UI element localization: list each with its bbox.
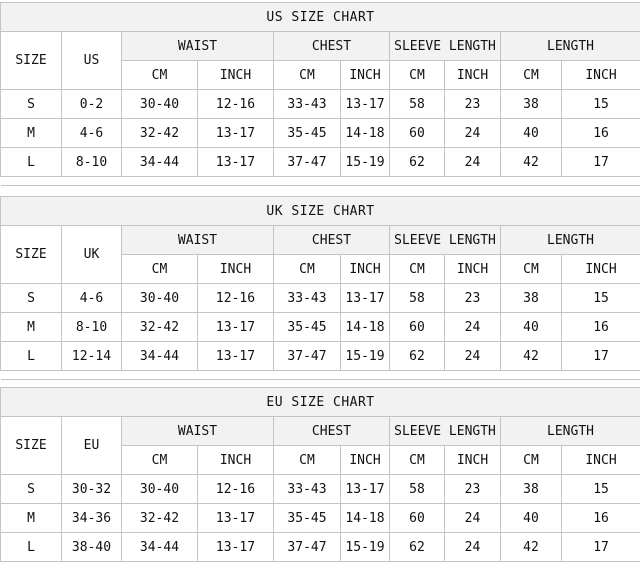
chest-cm-cell: 35-45 (274, 504, 341, 533)
length-inch-cell: 16 (562, 119, 640, 148)
waist-cm-cell: 32-42 (122, 119, 198, 148)
length-cm-cell: 42 (501, 342, 562, 371)
size-cell: M (1, 119, 62, 148)
waist-header: WAIST (122, 32, 274, 61)
length-inch-header: INCH (562, 446, 640, 475)
chest-cm-cell: 35-45 (274, 119, 341, 148)
sleeve-inch-cell: 24 (445, 313, 501, 342)
chest-cm-cell: 35-45 (274, 313, 341, 342)
length-inch-cell: 17 (562, 533, 640, 562)
size-cell: M (1, 313, 62, 342)
length-inch-cell: 17 (562, 342, 640, 371)
sleeve-length-header: SLEEVE LENGTH (390, 226, 501, 255)
table-row (1, 284, 640, 313)
sleeve-inch-cell: 23 (445, 475, 501, 504)
waist-inch-cell: 12-16 (198, 90, 274, 119)
length-inch-header: INCH (562, 255, 640, 284)
region-size-cell: 0-2 (62, 90, 122, 119)
sleeve-cm-cell: 62 (390, 148, 445, 177)
sleeve-inch-cell: 23 (445, 90, 501, 119)
length-cm-cell: 38 (501, 475, 562, 504)
size-header: SIZE (1, 226, 62, 284)
table-row (1, 119, 640, 148)
waist-inch-header: INCH (198, 446, 274, 475)
chest-inch-header: INCH (341, 61, 390, 90)
length-inch-cell: 15 (562, 90, 640, 119)
uk-size-chart (0, 196, 640, 380)
chest-inch-cell: 14-18 (341, 119, 390, 148)
length-inch-cell: 15 (562, 475, 640, 504)
chart-title: US SIZE CHART (1, 3, 640, 32)
length-cm-cell: 38 (501, 90, 562, 119)
spacer-row (1, 177, 640, 186)
sleeve-inch-header: INCH (445, 446, 501, 475)
size-cell: M (1, 504, 62, 533)
chest-inch-header: INCH (341, 446, 390, 475)
sleeve-length-header: SLEEVE LENGTH (390, 32, 501, 61)
waist-cm-header: CM (122, 61, 198, 90)
waist-cm-cell: 34-44 (122, 342, 198, 371)
sleeve-cm-cell: 60 (390, 313, 445, 342)
chest-cm-cell: 33-43 (274, 475, 341, 504)
sleeve-cm-cell: 58 (390, 284, 445, 313)
chest-inch-cell: 14-18 (341, 313, 390, 342)
waist-cm-cell: 30-40 (122, 90, 198, 119)
chest-inch-header: INCH (341, 255, 390, 284)
table-row (1, 313, 640, 342)
sleeve-cm-cell: 58 (390, 90, 445, 119)
waist-inch-cell: 13-17 (198, 533, 274, 562)
size-cell: L (1, 533, 62, 562)
table-row (1, 504, 640, 533)
sleeve-cm-cell: 60 (390, 119, 445, 148)
chest-cm-cell: 37-47 (274, 148, 341, 177)
region-size-cell: 4-6 (62, 119, 122, 148)
chart-title: EU SIZE CHART (1, 388, 640, 417)
chest-inch-cell: 13-17 (341, 90, 390, 119)
chest-header: CHEST (274, 32, 390, 61)
size-header: SIZE (1, 32, 62, 90)
waist-cm-cell: 30-40 (122, 284, 198, 313)
sleeve-length-header: SLEEVE LENGTH (390, 417, 501, 446)
region-size-cell: 8-10 (62, 148, 122, 177)
size-cell: L (1, 148, 62, 177)
chest-inch-cell: 13-17 (341, 475, 390, 504)
length-cm-header: CM (501, 446, 562, 475)
spacer-row (1, 371, 640, 380)
chest-inch-cell: 15-19 (341, 148, 390, 177)
length-inch-cell: 16 (562, 313, 640, 342)
length-cm-cell: 38 (501, 284, 562, 313)
waist-cm-cell: 32-42 (122, 504, 198, 533)
chest-cm-header: CM (274, 255, 341, 284)
table-row (1, 342, 640, 371)
chest-inch-cell: 15-19 (341, 342, 390, 371)
sleeve-inch-cell: 24 (445, 342, 501, 371)
chest-inch-cell: 15-19 (341, 533, 390, 562)
chest-cm-cell: 33-43 (274, 90, 341, 119)
region-header: EU (62, 417, 122, 475)
length-cm-cell: 40 (501, 119, 562, 148)
region-size-cell: 30-32 (62, 475, 122, 504)
region-size-cell: 38-40 (62, 533, 122, 562)
sleeve-cm-cell: 62 (390, 342, 445, 371)
length-header: LENGTH (501, 226, 640, 255)
sleeve-cm-header: CM (390, 446, 445, 475)
sleeve-cm-cell: 60 (390, 504, 445, 533)
waist-cm-cell: 32-42 (122, 313, 198, 342)
waist-cm-cell: 34-44 (122, 533, 198, 562)
waist-inch-header: INCH (198, 255, 274, 284)
size-cell: L (1, 342, 62, 371)
eu-size-chart (0, 387, 640, 562)
length-inch-header: INCH (562, 61, 640, 90)
length-cm-header: CM (501, 255, 562, 284)
sleeve-inch-cell: 24 (445, 148, 501, 177)
region-size-cell: 34-36 (62, 504, 122, 533)
length-inch-cell: 16 (562, 504, 640, 533)
length-header: LENGTH (501, 417, 640, 446)
region-size-cell: 12-14 (62, 342, 122, 371)
sleeve-cm-header: CM (390, 61, 445, 90)
waist-cm-header: CM (122, 255, 198, 284)
sleeve-inch-cell: 24 (445, 119, 501, 148)
sleeve-cm-header: CM (390, 255, 445, 284)
length-inch-cell: 15 (562, 284, 640, 313)
table-row (1, 533, 640, 562)
chest-inch-cell: 13-17 (341, 284, 390, 313)
waist-inch-cell: 12-16 (198, 284, 274, 313)
size-cell: S (1, 90, 62, 119)
waist-header: WAIST (122, 226, 274, 255)
sleeve-inch-header: INCH (445, 61, 501, 90)
chest-cm-header: CM (274, 446, 341, 475)
chest-header: CHEST (274, 417, 390, 446)
sleeve-inch-cell: 24 (445, 504, 501, 533)
sleeve-cm-cell: 62 (390, 533, 445, 562)
chest-header: CHEST (274, 226, 390, 255)
region-header: US (62, 32, 122, 90)
length-cm-cell: 42 (501, 148, 562, 177)
waist-cm-cell: 30-40 (122, 475, 198, 504)
size-cell: S (1, 475, 62, 504)
sleeve-cm-cell: 58 (390, 475, 445, 504)
region-size-cell: 4-6 (62, 284, 122, 313)
sleeve-inch-cell: 23 (445, 284, 501, 313)
chest-cm-header: CM (274, 61, 341, 90)
chart-title: UK SIZE CHART (1, 197, 640, 226)
waist-inch-cell: 13-17 (198, 504, 274, 533)
chest-cm-cell: 33-43 (274, 284, 341, 313)
waist-cm-cell: 34-44 (122, 148, 198, 177)
waist-inch-header: INCH (198, 61, 274, 90)
size-header: SIZE (1, 417, 62, 475)
region-header: UK (62, 226, 122, 284)
length-cm-cell: 42 (501, 533, 562, 562)
length-header: LENGTH (501, 32, 640, 61)
table-row (1, 475, 640, 504)
waist-inch-cell: 13-17 (198, 119, 274, 148)
region-size-cell: 8-10 (62, 313, 122, 342)
sleeve-inch-cell: 24 (445, 533, 501, 562)
length-cm-header: CM (501, 61, 562, 90)
length-cm-cell: 40 (501, 313, 562, 342)
length-inch-cell: 17 (562, 148, 640, 177)
waist-cm-header: CM (122, 446, 198, 475)
waist-inch-cell: 12-16 (198, 475, 274, 504)
chest-cm-cell: 37-47 (274, 342, 341, 371)
us-size-chart (0, 2, 640, 186)
waist-header: WAIST (122, 417, 274, 446)
chest-inch-cell: 14-18 (341, 504, 390, 533)
table-row (1, 90, 640, 119)
chest-cm-cell: 37-47 (274, 533, 341, 562)
waist-inch-cell: 13-17 (198, 148, 274, 177)
table-row (1, 148, 640, 177)
waist-inch-cell: 13-17 (198, 313, 274, 342)
sleeve-inch-header: INCH (445, 255, 501, 284)
waist-inch-cell: 13-17 (198, 342, 274, 371)
length-cm-cell: 40 (501, 504, 562, 533)
size-cell: S (1, 284, 62, 313)
